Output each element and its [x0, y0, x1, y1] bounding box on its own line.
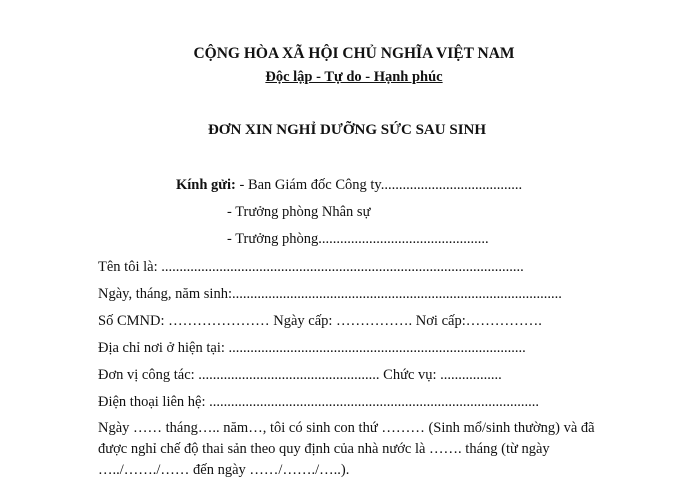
motto-heading: Độc lập - Tự do - Hạnh phúc	[265, 69, 443, 85]
body-line-3: …../……./…… đến ngày ……/……./…..).	[98, 462, 350, 478]
address-field: Địa chỉ nơi ở hiện tại: ..................................................................................	[98, 340, 526, 356]
body-line-2: được nghỉ chế độ thai sản theo quy định của nhà nước là ……. tháng (từ ngày	[98, 441, 550, 457]
recipient-item-1: - Ban Giám đốc Công ty.......................................	[239, 177, 523, 193]
body-line-1: Ngày …… tháng….. năm…, tôi có sinh con thứ ……… (Sinh mổ/sinh thường) và đã	[98, 420, 595, 436]
id-card-field: Số CMND: ………………… Ngày cấp: ……………. Nơi cấp:…………….	[98, 313, 542, 329]
dob-field: Ngày, tháng, năm sinh:...........................................................................................	[98, 286, 562, 302]
name-field: Tên tôi là: ....................................................................................................	[98, 259, 524, 275]
document-title: ĐƠN XIN NGHỈ DƯỠNG SỨC SAU SINH	[207, 122, 487, 138]
nation-heading: CỘNG HÒA XÃ HỘI CHỦ NGHĨA VIỆT NAM	[193, 45, 515, 62]
recipient-item-3: - Trưởng phòng...............................................	[227, 231, 489, 247]
recipient-block	[176, 176, 522, 194]
phone-field: Điện thoại liên hệ: ...........................................................................................	[98, 394, 540, 410]
recipient-item-2: - Trưởng phòng Nhân sự	[227, 204, 371, 220]
recipient-label: Kính gửi:	[176, 177, 236, 193]
workplace-field: Đơn vị công tác: .................................................. Chức vụ: .................	[98, 367, 502, 383]
